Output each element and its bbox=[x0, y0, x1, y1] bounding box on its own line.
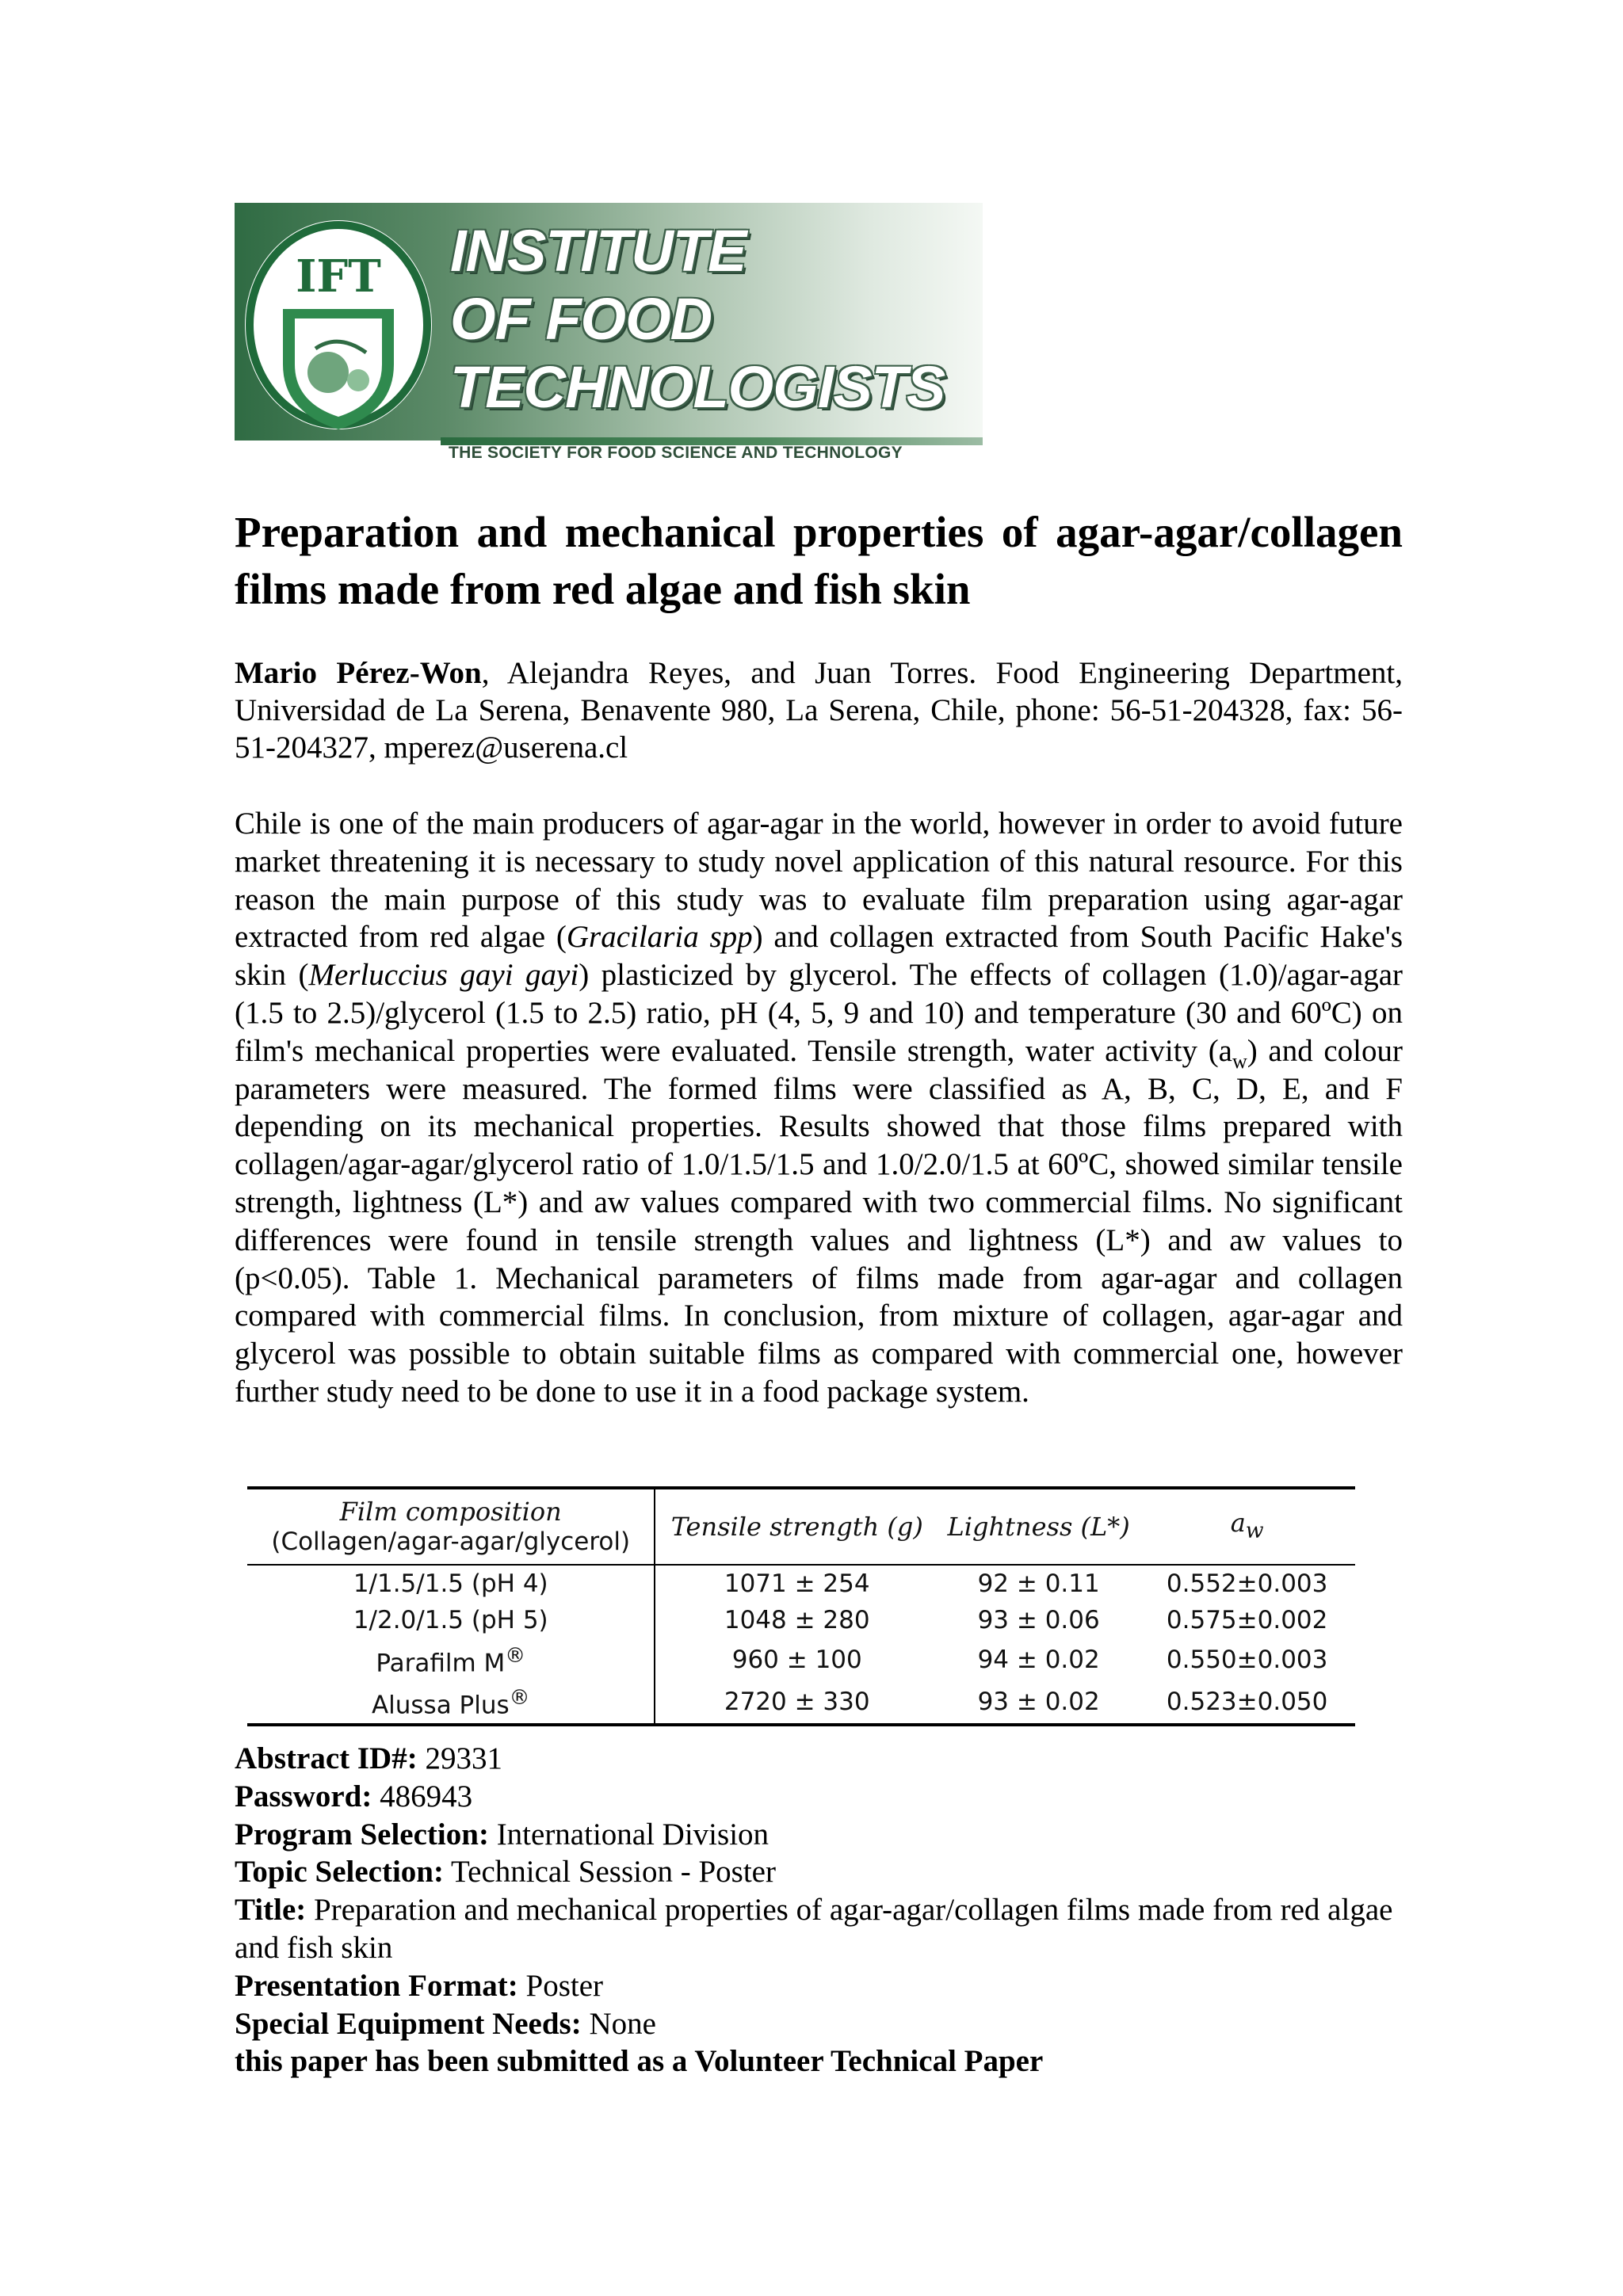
cell-lightness: 94 ± 0.02 bbox=[977, 1645, 1100, 1674]
meta-title: Title: Preparation and mechanical properties of agar-agar/collagen films made from red algae and fish skin bbox=[235, 1893, 1393, 1965]
table-header-row bbox=[247, 1488, 1355, 1565]
meta-format: Presentation Format: Poster bbox=[235, 1968, 604, 2003]
cell-lightness: 93 ± 0.06 bbox=[977, 1606, 1100, 1634]
header-lightness: Lightness (L*) bbox=[947, 1512, 1130, 1542]
table-row bbox=[247, 1680, 1355, 1724]
abstract-text-2: ) and collagen extracted from South Pacific Hake's skin ( bbox=[235, 920, 1403, 993]
abstract-text-4: ) and colour parameters were measured. The formed films were classified as A, B, C, D, E, and F depending on its mechanical properties. Results showed that those films prepared with collagen/agar-agar/glycerol ratio of 1.0/1.5/1.5 and 1.0/2.0/1.5 at 60ºC, showed similar tensile strength, lightness (L*) and aw values compared with two commercial films. No significant differences were found in tensile strength values and lightness (L*) and aw values to (p<0.05). Table 1. Mechanical parameters of films made from agar-agar and collagen compared with commercial films. In conclusion, from mixture of collagen, agar-agar and glycerol was possible to obtain suitable films as compared with commercial one, however further study need to be done to use it in a food package system. bbox=[235, 1033, 1403, 1409]
cell-aw: 0.552±0.003 bbox=[1166, 1569, 1328, 1598]
header-water-activity bbox=[1139, 1488, 1355, 1565]
header-film-composition bbox=[247, 1488, 655, 1565]
cell-composition: Alussa Plus® bbox=[247, 1680, 655, 1724]
lead-author: Mario Pérez-Won bbox=[235, 656, 482, 690]
abstract-body bbox=[235, 805, 1403, 1411]
cell-tensile: 2720 ± 330 bbox=[724, 1687, 870, 1716]
cell-tensile: 1048 ± 280 bbox=[724, 1606, 870, 1634]
cell-aw: 0.550±0.003 bbox=[1166, 1645, 1328, 1674]
header-aw-base: a bbox=[1230, 1507, 1246, 1538]
cell-tensile: 1071 ± 254 bbox=[724, 1569, 870, 1598]
header-film-composition-sub: (Collagen/agar-agar/glycerol) bbox=[271, 1527, 631, 1556]
meta-topic: Topic Selection: Technical Session - Poster bbox=[235, 1855, 776, 1890]
logo-initials: IFT bbox=[296, 250, 381, 303]
cell-lightness: 92 ± 0.11 bbox=[977, 1569, 1100, 1598]
author-affiliation bbox=[235, 654, 1403, 766]
ift-logo bbox=[235, 203, 983, 461]
cell-aw: 0.575±0.002 bbox=[1166, 1606, 1328, 1634]
cell-composition: Parafilm M® bbox=[247, 1638, 655, 1680]
meta-abstract-id: Abstract ID#: 29331 bbox=[235, 1741, 502, 1775]
table-row bbox=[247, 1565, 1355, 1602]
author-details: , Alejandra Reyes, and Juan Torres. Food Engineering Department, Universidad de La Serena, Benavente 980, La Serena, Chile, phone: 56-51-204328, fax: 56-51-204327, mperez@userena.cl bbox=[235, 656, 1403, 765]
results-table bbox=[247, 1486, 1355, 1726]
meta-equipment: Special Equipment Needs: None bbox=[235, 2006, 656, 2041]
cell-tensile: 960 ± 100 bbox=[731, 1645, 862, 1674]
logo-word-of-food: OF FOOD bbox=[450, 286, 712, 352]
abstract-text-3: ) plasticized by glycerol. The effects of collagen (1.0)/agar-agar (1.5 to 2.5)/glycerol (1.5 to 2.5) ratio, pH (4, 5, 9 and 10) and temperature (30 and 60ºC) on film's mechanical properties were evaluated. Tensile strength, water activity (a bbox=[235, 958, 1403, 1068]
paper-title: Preparation and mechanical properties of agar-agar/collagen films made from red algae and fish skin bbox=[235, 508, 1403, 613]
meta-program: Program Selection: International Division bbox=[235, 1817, 769, 1852]
registered-mark: ® bbox=[509, 1686, 530, 1711]
cell-composition: 1/2.0/1.5 (pH 5) bbox=[247, 1602, 655, 1638]
submission-metadata bbox=[235, 1740, 1403, 2081]
registered-mark: ® bbox=[505, 1644, 526, 1668]
species-merluccius: Merluccius gayi gayi bbox=[308, 958, 579, 993]
table-row bbox=[247, 1602, 1355, 1638]
header-tensile-strength: Tensile strength (g) bbox=[670, 1512, 923, 1542]
meta-password: Password: 486943 bbox=[235, 1779, 473, 1814]
logo-tagline: THE SOCIETY FOR FOOD SCIENCE AND TECHNOLOGY bbox=[449, 444, 903, 462]
cell-composition: 1/1.5/1.5 (pH 4) bbox=[247, 1565, 655, 1602]
ift-crest-icon bbox=[239, 214, 453, 444]
meta-note: this paper has been submitted as a Volunteer Technical Paper bbox=[235, 2044, 1044, 2079]
abstract-text-1: Chile is one of the main producers of agar-agar in the world, however in order to avoid future market threatening it is necessary to study novel application of this natural resource. For this reason the main purpose of this study was to evaluate film preparation using agar-agar extracted from red algae ( bbox=[235, 807, 1403, 955]
species-gracilaria: Gracilaria spp bbox=[566, 920, 753, 955]
cell-aw: 0.523±0.050 bbox=[1166, 1687, 1328, 1716]
logo-word-institute: INSTITUTE bbox=[450, 218, 747, 284]
logo-word-technologists: TECHNOLOGISTS bbox=[450, 354, 945, 420]
header-film-composition-title: Film composition bbox=[339, 1497, 562, 1527]
aw-subscript: w bbox=[1232, 1049, 1247, 1073]
cell-lightness: 93 ± 0.02 bbox=[977, 1687, 1100, 1716]
header-aw-sub: w bbox=[1245, 1518, 1264, 1543]
table-row bbox=[247, 1638, 1355, 1680]
